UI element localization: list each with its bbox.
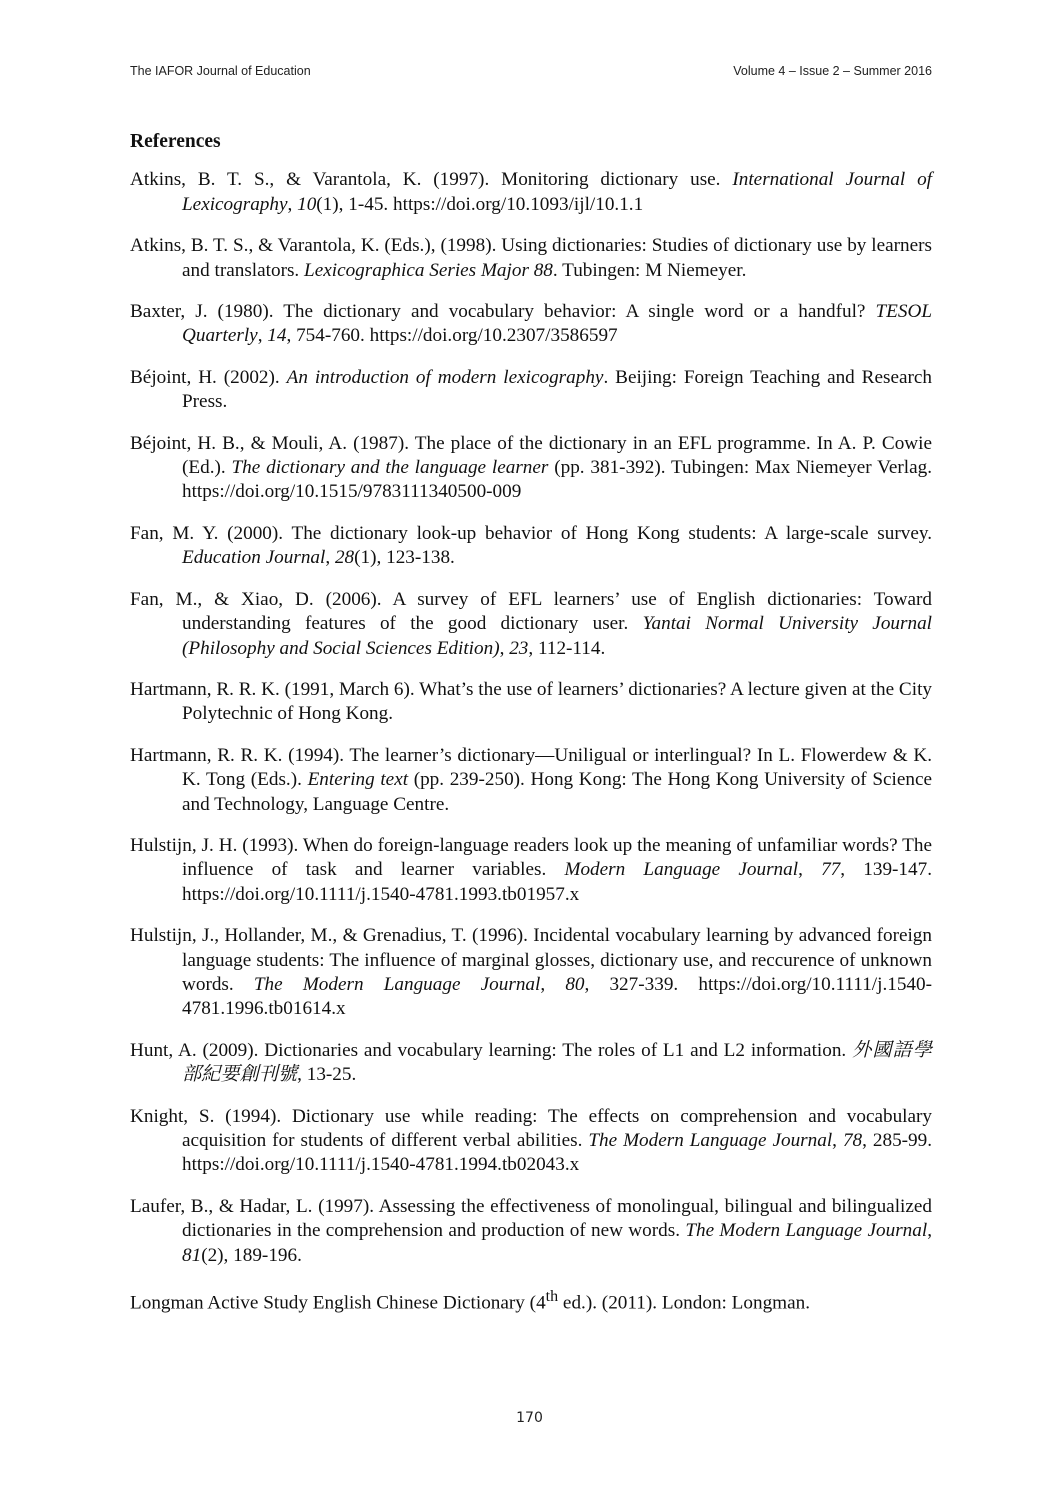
reference-entry [130, 1105, 932, 1178]
text-segment: . Beijing: Foreign Teaching and Research Press. [182, 366, 932, 413]
reference-entry [130, 678, 932, 727]
text-segment: , [927, 1220, 932, 1242]
text-segment: Atkins, B. T. S., & Varantola, K. (1997). Monitoring dictionary use. [130, 169, 733, 191]
text-segment: (1), 1-45. https://doi.org/10.1093/ijl/10.1.1 [316, 193, 644, 215]
italic-text: Education Journal [182, 547, 326, 569]
text-segment: (pp. 239-250). Hong Kong: The Hong Kong University of Science and Technology, Language Centre. [182, 769, 933, 815]
reference-entry [130, 168, 932, 217]
text-segment: Longman Active Study English Chinese Dictionary (4 [130, 1292, 546, 1314]
text-segment: , [287, 193, 298, 215]
italic-text: The Modern Language Journal [253, 973, 541, 995]
text-segment: Hulstijn, J. H. (1993). When do foreign-language readers look up the meaning of unfamiliar words? The influence of task and learner variables. [130, 834, 932, 881]
text-segment: Hulstijn, J., Hollander, M., & Grenadius, T. (1996). Incidental vocabulary learning by advanced foreign language students: The influence of marginal glosses, dictionary use, and reccurence of unknown words. [130, 925, 932, 995]
italic-text: Yantai Normal University Journal (Philosophy and Social Sciences Edition) [182, 613, 932, 659]
italic-text: The Modern Language Journal [685, 1220, 928, 1242]
text-segment: (1), 123-138. [354, 547, 455, 569]
italic-text: Modern Language Journal [564, 859, 799, 881]
italic-text: 外國語學部紀要創刊號 [182, 1039, 932, 1086]
text-segment: , [257, 325, 268, 347]
text-segment: Baxter, J. (1980). The dictionary and vocabulary behavior: A single word or a handful? [130, 301, 876, 323]
section-title: References [130, 131, 221, 152]
text-segment: , 13-25. [297, 1064, 357, 1086]
running-header [130, 64, 932, 82]
text-segment: Hartmann, R. R. K. (1994). The learner’s dictionary—Uniligual or interlingual? In L. Flowerdew & K. K. Tong (Eds.). [130, 744, 932, 791]
text-segment: Hartmann, R. R. K. (1991, March 6). What’s the use of learners’ dictionaries? A lecture given at the City Polytechnic of Hong Kong. [130, 678, 932, 725]
italic-text: 14 [267, 325, 287, 347]
text-segment: , [798, 859, 822, 881]
italic-text: 81 [182, 1244, 202, 1266]
text-segment: , 327-339. https://doi.org/10.1111/j.1540-4781.1996.tb01614.x [182, 973, 933, 1020]
reference-list [130, 168, 932, 1315]
reference-entry [130, 300, 932, 349]
text-segment: ed.). (2011). London: Longman. [558, 1292, 810, 1314]
page-number: 170 [516, 1410, 543, 1426]
italic-text: 28 [334, 547, 355, 569]
italic-text: 78 [842, 1130, 863, 1151]
italic-text: An introduction of modern lexicography [286, 366, 604, 388]
text-segment: Atkins, B. T. S., & Varantola, K. (Eds.), (1998). Using dictionaries: Studies of dictionary use by learners and translators. [130, 235, 932, 281]
reference-entry [130, 1285, 932, 1316]
text-segment: Knight, S. (1994). Dictionary use while reading: The effects on comprehension and vocabulary acquisition for students of different verbal abilities. [130, 1105, 932, 1151]
text-segment: Fan, M., & Xiao, D. (2006). A survey of EFL learners’ use of English dictionaries: Toward understanding features of the good dictionary user. [130, 588, 932, 635]
text-segment: , 754-760. https://doi.org/10.2307/3586597 [286, 325, 618, 347]
text-segment: Fan, M. Y. (2000). The dictionary look-up behavior of Hong Kong students: A large-scale survey. [130, 522, 932, 544]
text-segment: Hunt, A. (2009). Dictionaries and vocabulary learning: The roles of L1 and L2 information. [130, 1039, 853, 1061]
text-segment: , [540, 973, 566, 995]
italic-text: 23 [509, 637, 529, 659]
italic-text: International Journal of Lexicography [182, 169, 932, 215]
text-segment: . Tubingen: M Niemeyer. [552, 259, 747, 281]
text-segment: , [832, 1130, 843, 1151]
issue-info: Volume 4 – Issue 2 – Summer 2016 [733, 64, 932, 78]
superscript: th [545, 1288, 559, 1306]
reference-entry [130, 924, 932, 1022]
text-segment: , 285-99. https://doi.org/10.1111/j.1540-4781.1994.tb02043.x [182, 1130, 933, 1176]
italic-text: 10 [297, 193, 317, 215]
reference-entry [130, 522, 932, 571]
text-segment: , [325, 547, 335, 569]
reference-entry [130, 1039, 932, 1088]
italic-text: TESOL Quarterly [182, 301, 932, 347]
italic-text: Entering text [307, 769, 409, 791]
italic-text: The Modern Language Journal [588, 1130, 833, 1151]
reference-entry [130, 744, 932, 817]
journal-name: The IAFOR Journal of Education [130, 64, 311, 78]
reference-entry [130, 588, 932, 661]
italic-text: Lexicographica Series Major 88 [304, 259, 553, 281]
italic-text: 80 [565, 973, 585, 995]
text-segment: Béjoint, H. (2002). [130, 366, 287, 388]
text-segment: Laufer, B., & Hadar, L. (1997). Assessing the effectiveness of monolingual, bilingual and bilingualized dictionaries in the comprehension and production of new words. [130, 1195, 932, 1242]
italic-text: The dictionary and the language learner [231, 457, 549, 479]
text-segment: (2), 189-196. [201, 1244, 302, 1266]
text-segment: , 139-147. https://doi.org/10.1111/j.1540-4781.1993.tb01957.x [182, 859, 933, 905]
italic-text: 77 [821, 859, 841, 881]
text-segment: , 112-114. [528, 637, 606, 659]
reference-entry [130, 366, 932, 415]
text-segment: (pp. 381-392). Tubingen: Max Niemeyer Verlag. https://doi.org/10.1515/9783111340500-009 [182, 457, 933, 503]
page-body [130, 130, 932, 1333]
reference-entry [130, 1195, 932, 1268]
reference-entry [130, 432, 932, 505]
reference-entry [130, 234, 932, 283]
text-segment: , [499, 637, 510, 659]
text-segment: Béjoint, H. B., & Mouli, A. (1987). The place of the dictionary in an EFL programme. In A. P. Cowie (Ed.). [130, 432, 932, 479]
reference-entry [130, 834, 932, 907]
